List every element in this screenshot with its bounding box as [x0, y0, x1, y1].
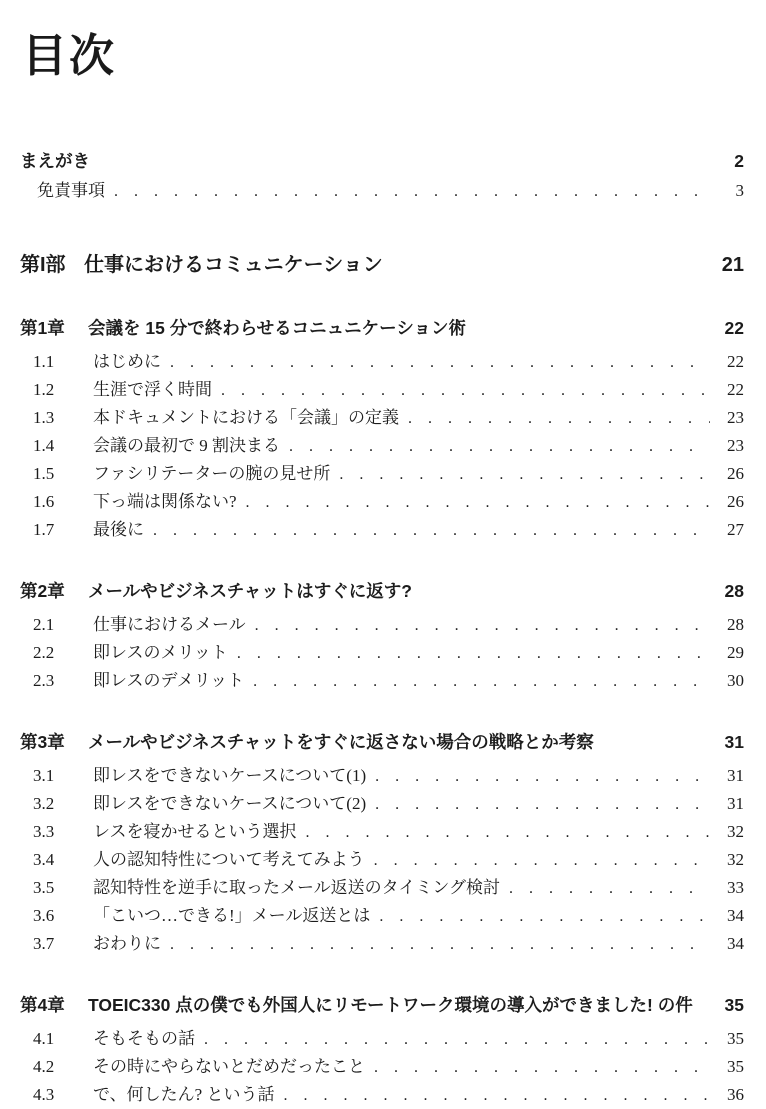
entry-title: 即レスをできないケースについて(1) [93, 766, 367, 785]
toc-entry-section[interactable] [20, 818, 744, 846]
entry-title: 「こいつ…できる!」メール返送とは [93, 906, 371, 925]
dot-leader [289, 433, 710, 460]
entry-number: 第I部 [20, 254, 66, 276]
entry-number: 1.2 [33, 380, 55, 399]
toc-entry-section[interactable] [20, 667, 744, 695]
toc-entry-section[interactable] [20, 376, 744, 404]
entry-title: 生涯で浮く時間 [93, 380, 212, 399]
entry-title: 即レスのメリット [93, 643, 228, 662]
toc-entry-section[interactable] [20, 611, 744, 639]
dot-leader [204, 1026, 710, 1053]
entry-number: 2.3 [33, 671, 55, 690]
dot-leader [221, 377, 710, 404]
entry-page-number: 35 [724, 995, 744, 1015]
dot-leader [379, 903, 710, 930]
entry-title: 会議を 15 分で終わらせるコニュニケーション術 [88, 318, 466, 338]
entry-number: 第3章 [20, 732, 65, 752]
toc-entry-chapter[interactable] [20, 991, 744, 1019]
entry-page-number: 31 [724, 732, 744, 752]
toc-entry-section[interactable] [20, 1025, 744, 1053]
entry-title: 本ドキュメントにおける「会議」の定義 [93, 408, 399, 427]
entry-title: メールやビジネスチャットをすぐに返さない場合の戦略とか考察 [88, 732, 594, 752]
entry-number: 2.2 [33, 643, 55, 662]
toc-entry-section[interactable] [20, 348, 744, 376]
entry-title: メールやビジネスチャットはすぐに返す? [88, 581, 412, 601]
entry-page-number: 31 [727, 794, 744, 813]
dot-leader [170, 931, 710, 958]
toc-entry-section[interactable] [20, 404, 744, 432]
entry-number: 1.6 [33, 492, 55, 511]
entry-title: TOEIC330 点の僕でも外国人にリモートワーク環境の導入ができました! の件 [88, 995, 693, 1015]
toc-entry-chapter[interactable] [20, 314, 744, 342]
toc-entry-section[interactable] [20, 1053, 744, 1081]
entry-page-number: 22 [727, 352, 744, 371]
dot-leader [237, 640, 710, 667]
entry-title: その時にやらないとだめだったこと [93, 1057, 365, 1076]
entry-number: 1.5 [33, 464, 55, 483]
entry-title: ファシリテーターの腕の見せ所 [93, 464, 331, 483]
entry-title: 会議の最初で 9 割決まる [93, 436, 280, 455]
entry-title: 最後に [93, 520, 144, 539]
dot-leader [339, 461, 710, 488]
toc-entry-chapter[interactable] [20, 577, 744, 605]
dot-leader [114, 177, 710, 207]
toc-entry-section[interactable] [20, 790, 744, 818]
toc-entry-front-main[interactable] [20, 146, 744, 176]
entry-page-number: 26 [727, 492, 744, 511]
entry-title: そもそもの話 [93, 1029, 195, 1048]
dot-leader [153, 517, 710, 544]
toc-entry-section[interactable] [20, 762, 744, 790]
page-title: 目次 [22, 30, 117, 81]
entry-number: 4.3 [33, 1085, 55, 1104]
toc-entry-section[interactable] [20, 874, 744, 902]
dot-leader [283, 1082, 710, 1109]
entry-number: 1.4 [33, 436, 55, 455]
toc-entry-part[interactable] [20, 249, 744, 281]
entry-number: 3.2 [33, 794, 55, 813]
toc-entry-section[interactable] [20, 488, 744, 516]
entry-page-number: 34 [727, 906, 744, 925]
entry-page-number: 31 [727, 766, 744, 785]
toc-list [20, 146, 744, 1109]
dot-leader [408, 405, 710, 432]
toc-entry-section[interactable] [20, 846, 744, 874]
entry-number: 3.3 [33, 822, 55, 841]
toc-entry-front-sub[interactable] [20, 176, 744, 207]
dot-leader [375, 791, 710, 818]
entry-number: 2.1 [33, 615, 55, 634]
entry-page-number: 23 [727, 436, 744, 455]
toc-entry-section[interactable] [20, 902, 744, 930]
entry-number: 1.1 [33, 352, 55, 371]
entry-number: 3.7 [33, 934, 55, 953]
entry-page-number: 27 [727, 520, 744, 539]
entry-page-number: 2 [734, 151, 744, 171]
dot-leader [374, 1054, 710, 1081]
entry-number: 1.7 [33, 520, 55, 539]
entry-page-number: 33 [727, 878, 744, 897]
entry-page-number: 21 [721, 254, 744, 276]
dot-leader [375, 763, 710, 790]
entry-number: 第2章 [20, 581, 65, 601]
entry-title: 免責事項 [37, 181, 105, 200]
dot-leader [306, 819, 711, 846]
entry-number: 3.1 [33, 766, 55, 785]
entry-number: 3.6 [33, 906, 55, 925]
entry-page-number: 30 [727, 671, 744, 690]
entry-page-number: 26 [727, 464, 744, 483]
entry-number: 第1章 [20, 318, 65, 338]
toc-entry-section[interactable] [20, 432, 744, 460]
entry-page-number: 35 [727, 1057, 744, 1076]
entry-page-number: 28 [724, 581, 744, 601]
entry-title: 即レスのデメリット [93, 671, 245, 690]
dot-leader [374, 847, 710, 874]
toc-entry-section[interactable] [20, 516, 744, 544]
entry-page-number: 32 [727, 850, 744, 869]
entry-number: 4.1 [33, 1029, 55, 1048]
entry-page-number: 22 [724, 318, 744, 338]
entry-title: 仕事におけるコミュニケーション [84, 254, 383, 276]
entry-number: 1.3 [33, 408, 55, 427]
entry-page-number: 34 [727, 934, 744, 953]
dot-leader [253, 668, 710, 695]
entry-title: 仕事におけるメール [93, 615, 246, 634]
entry-title: で、何したん? という話 [93, 1085, 275, 1104]
entry-title: おわりに [93, 934, 161, 953]
entry-page-number: 35 [727, 1029, 744, 1048]
toc-entry-section[interactable] [20, 460, 744, 488]
dot-leader [509, 875, 710, 902]
entry-page-number: 3 [735, 181, 744, 200]
dot-leader [170, 349, 710, 376]
entry-number: 4.2 [33, 1057, 55, 1076]
entry-number: 3.4 [33, 850, 55, 869]
entry-title: はじめに [93, 352, 161, 371]
entry-page-number: 36 [727, 1085, 744, 1104]
toc-entry-section[interactable] [20, 930, 744, 958]
entry-title: レスを寝かせるという選択 [93, 822, 297, 841]
entry-page-number: 23 [727, 408, 744, 427]
entry-title: 認知特性を逆手に取ったメール返送のタイミング検討 [93, 878, 500, 897]
toc-entry-section[interactable] [20, 1081, 744, 1109]
dot-leader [246, 489, 710, 516]
dot-leader [255, 612, 710, 639]
entry-number: 3.5 [33, 878, 55, 897]
entry-page-number: 29 [727, 643, 744, 662]
entry-title: 即レスをできないケースについて(2) [93, 794, 367, 813]
toc-entry-chapter[interactable] [20, 728, 744, 756]
entry-page-number: 28 [727, 615, 744, 634]
toc-entry-section[interactable] [20, 639, 744, 667]
entry-page-number: 22 [727, 380, 744, 399]
entry-number: 第4章 [20, 995, 65, 1015]
entry-page-number: 32 [727, 822, 744, 841]
entry-title: まえがき [20, 151, 90, 171]
entry-title: 人の認知特性について考えてみよう [93, 850, 365, 869]
entry-title: 下っ端は関係ない? [93, 492, 237, 511]
